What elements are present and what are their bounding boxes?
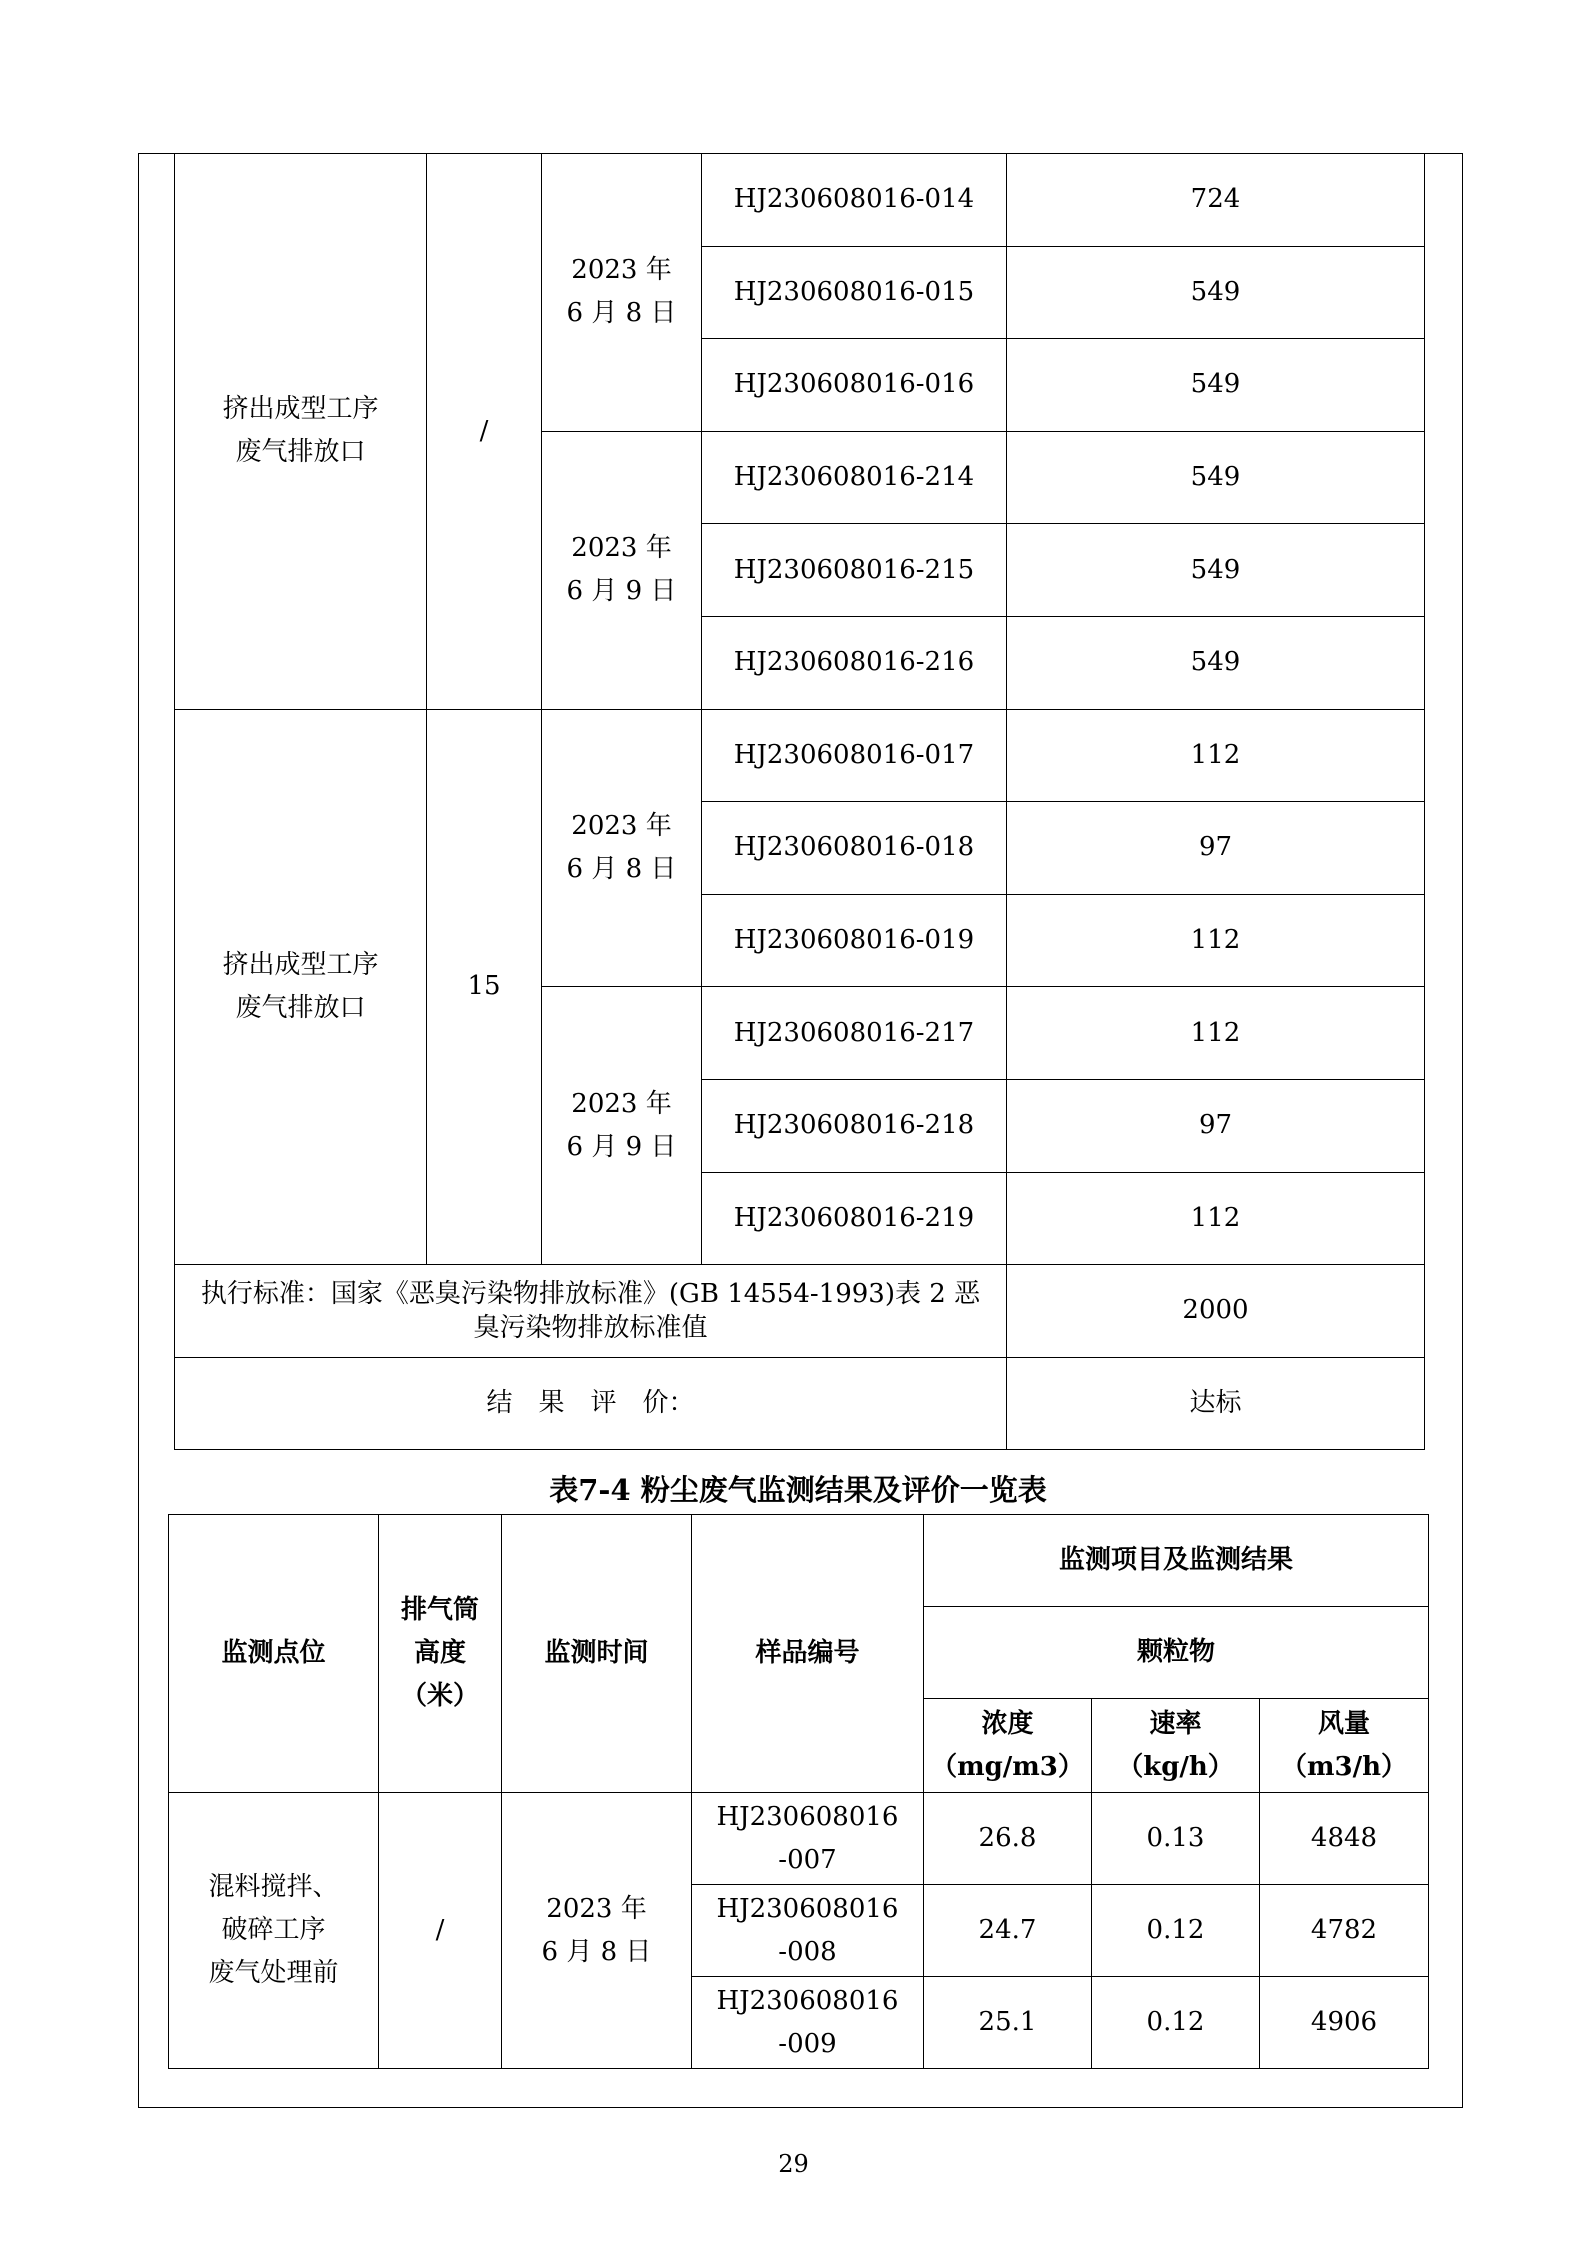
dust-height: / [379,1793,502,2069]
dust-conc: 24.7 [924,1885,1092,1977]
sample-id-cell: HJ230608016-014 [702,154,1007,247]
table-caption: 表7-4 粉尘废气监测结果及评价一览表 [549,1473,1047,1507]
sample-id-cell: HJ230608016-216 [702,616,1007,709]
odor-results-table [174,153,1425,1450]
sample-id-cell: HJ230608016-215 [702,524,1007,617]
result-value-cell: 97 [1007,1079,1425,1172]
stack-height-cell: / [427,154,542,710]
dust-location: 混料搅拌、 破碎工序 废气处理前 [169,1793,379,2069]
result-value-cell: 724 [1007,154,1425,247]
table-row [175,709,1425,802]
result-value-cell: 549 [1007,431,1425,524]
result-value-cell: 549 [1007,339,1425,432]
result-value-cell: 549 [1007,246,1425,339]
date-cell: 2023 年 6 月 9 日 [542,431,702,709]
header-conc: 浓度 （mg/m3） [924,1699,1092,1793]
header-flow: 风量 （m3/h） [1260,1699,1429,1793]
result-row [175,1357,1425,1450]
stack-height-cell: 15 [427,709,542,1265]
dust-conc: 25.1 [924,1977,1092,2069]
standard-label: 执行标准：国家《恶臭污染物排放标准》(GB 14554-1993)表 2 恶 臭污染物排放标准值 [175,1265,1007,1358]
sample-id-cell: HJ230608016-016 [702,339,1007,432]
result-value-cell: 549 [1007,616,1425,709]
dust-conc: 26.8 [924,1793,1092,1885]
result-value-cell: 112 [1007,894,1425,987]
location-cell: 挤出成型工序 废气排放口 [175,154,427,710]
result-value-cell: 112 [1007,709,1425,802]
date-cell: 2023 年 6 月 8 日 [542,709,702,987]
result-value: 达标 [1007,1357,1425,1450]
sample-id-cell: HJ230608016-015 [702,246,1007,339]
location-cell: 挤出成型工序 废气排放口 [175,709,427,1265]
date-cell: 2023 年 6 月 8 日 [542,154,702,432]
dust-flow: 4848 [1260,1793,1429,1885]
header-height: 排气筒 高度 （米） [379,1515,502,1793]
header-location: 监测点位 [169,1515,379,1793]
sample-id-cell: HJ230608016-018 [702,802,1007,895]
sample-id-cell: HJ230608016-219 [702,1172,1007,1265]
dust-sample: HJ230608016 -008 [692,1885,924,1977]
sample-id-cell: HJ230608016-214 [702,431,1007,524]
page-number: 29 [778,2150,809,2178]
table-row [175,154,1425,247]
result-value-cell: 112 [1007,987,1425,1080]
sample-id-cell: HJ230608016-218 [702,1079,1007,1172]
header-time: 监测时间 [502,1515,692,1793]
sample-id-cell: HJ230608016-019 [702,894,1007,987]
standard-row [175,1265,1425,1358]
standard-value: 2000 [1007,1265,1425,1358]
header-sample: 样品编号 [692,1515,924,1793]
dust-rate: 0.12 [1092,1885,1260,1977]
sample-id-cell: HJ230608016-017 [702,709,1007,802]
sample-id-cell: HJ230608016-217 [702,987,1007,1080]
dust-rate: 0.13 [1092,1793,1260,1885]
dust-flow: 4906 [1260,1977,1429,2069]
result-label: 结 果 评 价： [175,1357,1007,1450]
result-value-cell: 112 [1007,1172,1425,1265]
date-cell: 2023 年 6 月 9 日 [542,987,702,1265]
header-rate: 速率 （kg/h） [1092,1699,1260,1793]
header-group: 监测项目及监测结果 [924,1515,1429,1607]
dust-flow: 4782 [1260,1885,1429,1977]
dust-sample: HJ230608016 -009 [692,1977,924,2069]
header-item: 颗粒物 [924,1607,1429,1699]
dust-results-table [168,1514,1429,2069]
dust-sample: HJ230608016 -007 [692,1793,924,1885]
result-value-cell: 97 [1007,802,1425,895]
dust-rate: 0.12 [1092,1977,1260,2069]
dust-date: 2023 年 6 月 8 日 [502,1793,692,2069]
result-value-cell: 549 [1007,524,1425,617]
